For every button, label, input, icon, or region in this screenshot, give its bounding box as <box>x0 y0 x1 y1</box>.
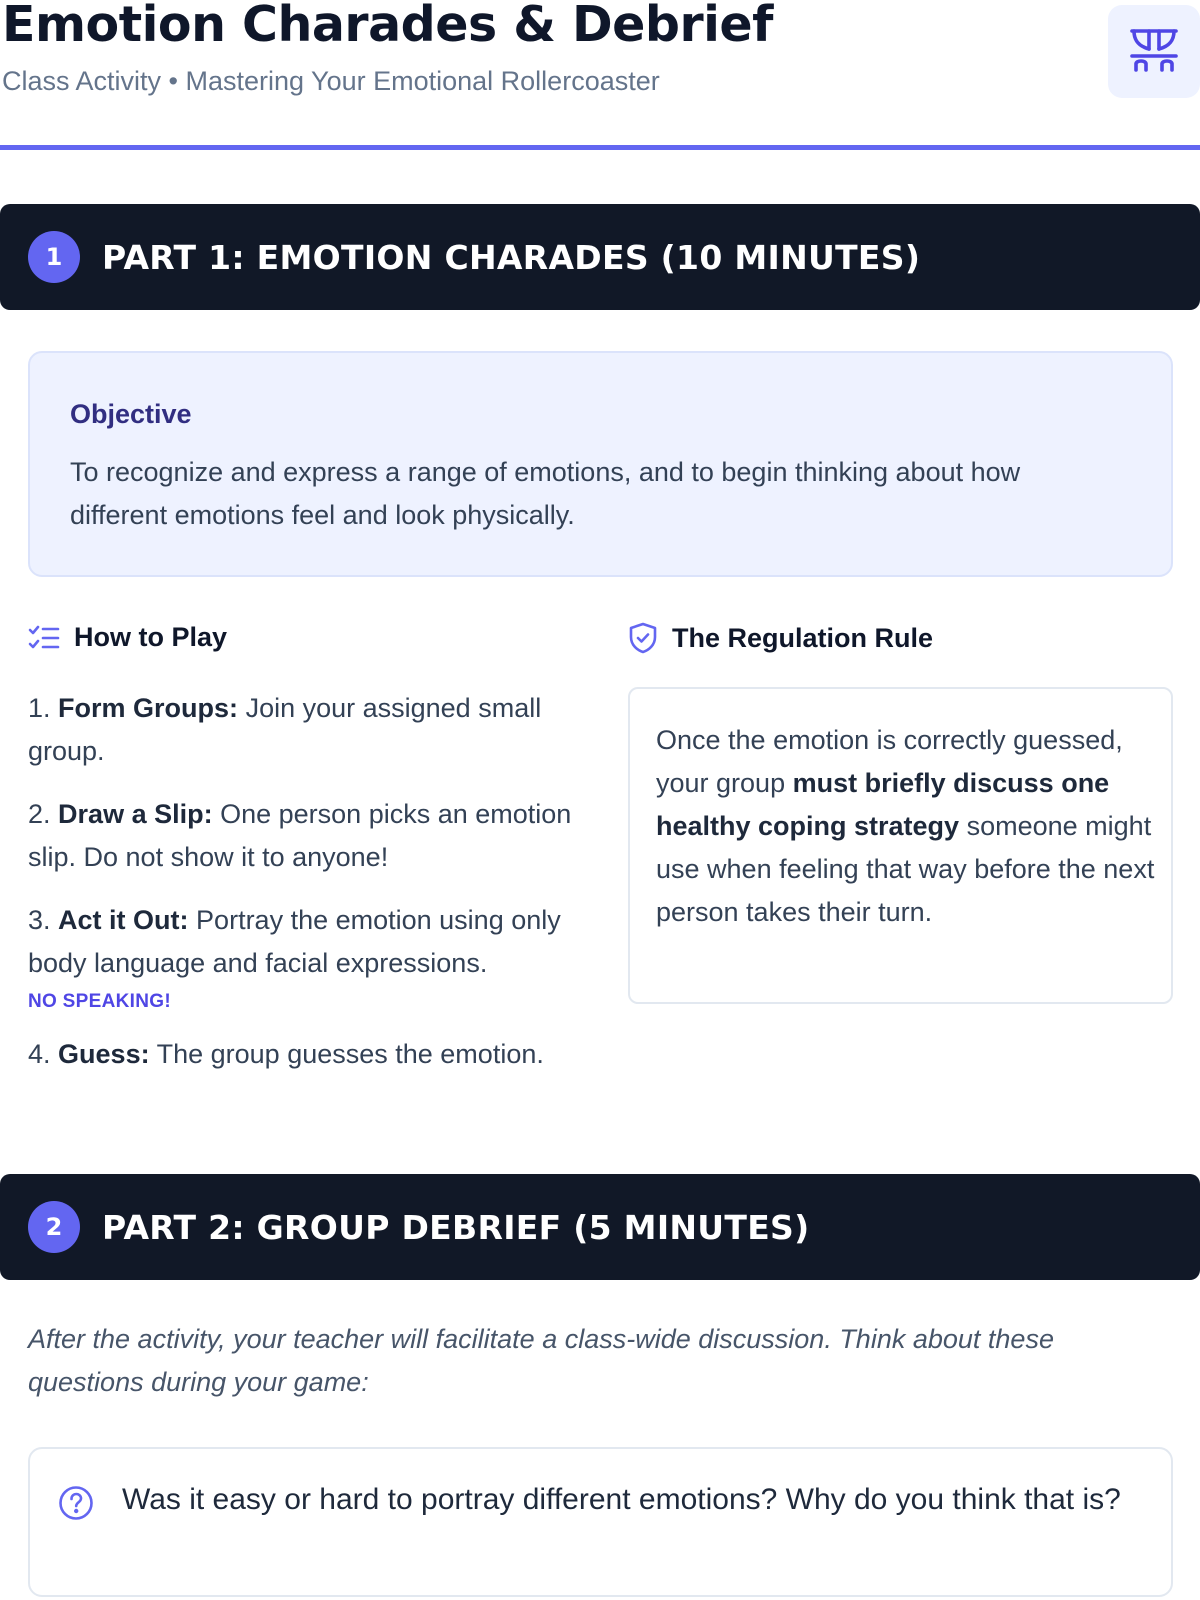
step-title: Act it Out: <box>58 905 189 935</box>
objective-text: To recognize and express a range of emotions, and to begin thinking about how different emotions feel and look physically. <box>70 457 1021 530</box>
no-speaking-note: NO SPEAKING! <box>28 991 171 1012</box>
objective-heading: Objective <box>70 399 192 429</box>
step-number: 1. <box>28 693 51 723</box>
how-to-play-heading <box>28 622 227 653</box>
debrief-intro: After the activity, your teacher will facilitate a class-wide discussion. Think about these questions during your game: <box>28 1324 1054 1397</box>
debrief-question-card <box>28 1447 1173 1597</box>
debrief-question-text: Was it easy or hard to portray different emotions? Why do you think that is? <box>122 1483 1121 1516</box>
part2-title: PART 2: GROUP DEBRIEF (5 MINUTES) <box>102 1207 810 1247</box>
page-subtitle: Class Activity • Mastering Your Emotional Rollercoaster <box>2 66 660 96</box>
part1-title: PART 1: EMOTION CHARADES (10 MINUTES) <box>102 237 921 277</box>
rule-text-bold: must briefly discuss one healthy coping strategy <box>656 768 1110 841</box>
checklist-icon <box>28 623 60 653</box>
step-title: Draw a Slip: <box>58 799 213 829</box>
list-item <box>28 793 593 879</box>
list-item <box>28 1033 593 1076</box>
step-title: Form Groups: <box>58 693 239 723</box>
question-circle-icon <box>58 1485 94 1521</box>
step-text: One person picks an emotion slip. Do not show it to anyone! <box>28 799 572 872</box>
regulation-rule-text <box>656 719 1156 934</box>
shield-check-icon <box>628 622 658 654</box>
part2-header-bar <box>0 1174 1200 1280</box>
list-item <box>28 899 593 1013</box>
how-to-play-label: How to Play <box>74 622 228 652</box>
rule-text-after: someone might use when feeling that way before the next person takes their turn. <box>656 811 1155 927</box>
regulation-rule-label: The Regulation Rule <box>672 622 934 653</box>
step-title: Guess: <box>58 1039 150 1069</box>
step-number: 4. <box>28 1039 51 1069</box>
part1-header-bar <box>0 204 1200 310</box>
how-to-play-steps <box>28 687 593 1096</box>
step-text: The group guesses the emotion. <box>156 1039 544 1069</box>
step-number: 3. <box>28 905 51 935</box>
step-number: 2. <box>28 799 51 829</box>
step-text: Portray the emotion using only body language and facial expressions. <box>28 905 561 978</box>
page-title: Emotion Charades & Debrief <box>2 0 773 53</box>
rule-text-before: Once the emotion is correctly guessed, your group <box>656 725 1123 798</box>
part1-number-badge: 1 <box>28 231 80 283</box>
part2-number-badge: 2 <box>28 1201 80 1253</box>
regulation-rule-card <box>628 687 1173 1004</box>
page-header <box>0 0 1200 150</box>
theater-curtain-icon <box>1108 5 1200 98</box>
objective-card <box>28 351 1173 577</box>
step-text: Join your assigned small group. <box>28 693 542 766</box>
regulation-rule-heading <box>628 622 933 654</box>
list-item <box>28 687 593 773</box>
